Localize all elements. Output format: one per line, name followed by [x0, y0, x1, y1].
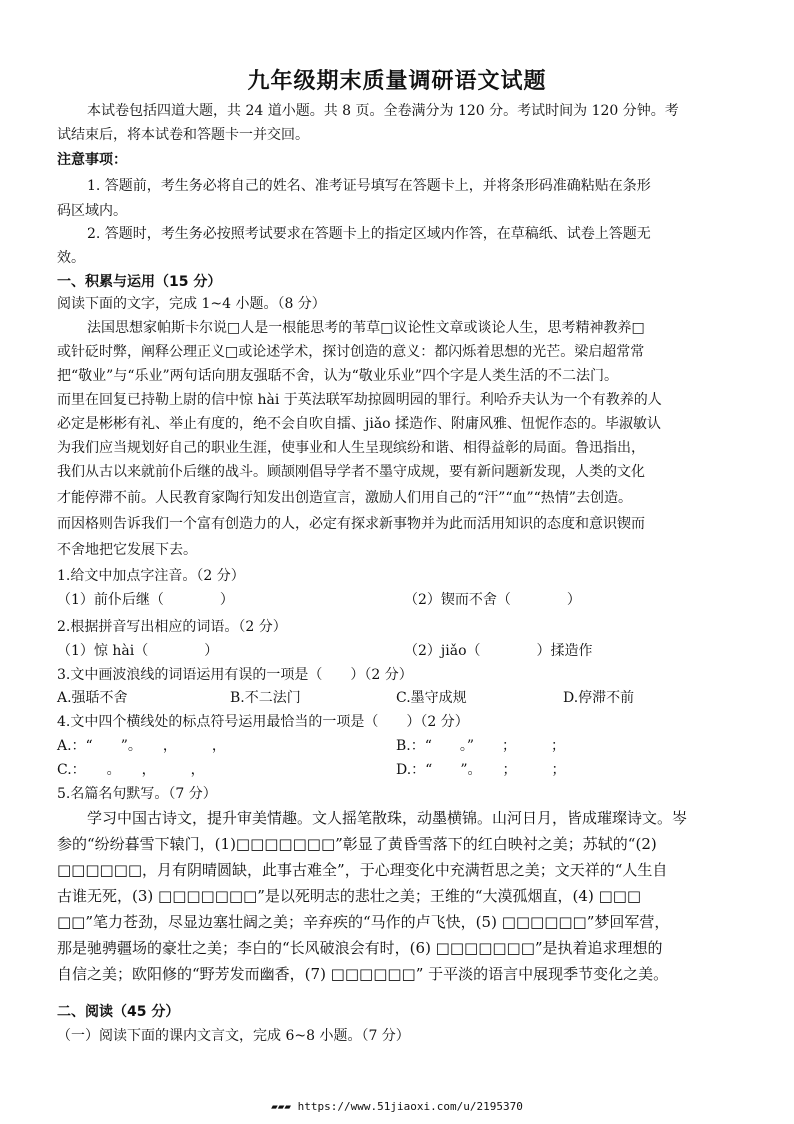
intro-line: 试结束后，将本试卷和答题卡一并交回。: [57, 127, 309, 143]
subsection-instruction: （一）阅读下面的课内文言文，完成 6~8 小题。（7 分）: [57, 1028, 410, 1044]
passage-line: 为我们应当规划好自己的职业生涯，使事业和人生呈现缤纷和谐、相得益彰的局面。鲁迅指出，: [57, 440, 645, 456]
option-a: A.强聒不舍: [57, 690, 128, 706]
passage-line: 把“敬业”与“乐业”两句话向朋友强聒不舍，认为“敬业乐业”四个字是人类生活的不二法门。: [57, 368, 618, 384]
passage-line: 法国思想家帕斯卡尔说□人是一根能思考的苇草□议论性文章或谈论人生，思考精神教养□: [87, 320, 645, 336]
notice-item: 1. 答题前，考生务必将自己的姓名、准考证号填写在答题卡上，并将条形码准确粘贴在条形: [87, 178, 651, 194]
reading-instruction: 阅读下面的文字，完成 1~4 小题。（8 分）: [57, 296, 326, 312]
q1-part-b: （2）锲而不舍（ ）: [404, 592, 581, 608]
poem-line: □□□□□□，月有阴晴圆缺，此事古难全”，于心理变化中充满哲思之美；文天祥的“人生自: [57, 861, 668, 879]
passage-line: 我们从古以来就前仆后继的战斗。顾颉刚倡导学者不墨守成规，要有新问题新发现，人类的文化: [57, 464, 645, 480]
passage-line: 必定是彬彬有礼、举止有度的，绝不会自吹自擂、jiǎo 揉造作、附庸风雅、忸怩作态的。毕淑敏认: [57, 416, 662, 432]
passage-line: 而里在回复已持勒上尉的信中惊 hài 于英法联军劫掠圆明园的罪行。利哈乔夫认为一个有教养的人: [57, 392, 662, 408]
question-stem: 3.文中画波浪线的词语运用有误的一项是（ ）（2 分）: [57, 667, 413, 683]
section-heading: 二、阅读（45 分）: [57, 1004, 180, 1020]
passage-line: 或针砭时弊，阐释公理正义□或论述学术，探讨创造的意义：都闪烁着思想的光芒。梁启超常常: [57, 344, 645, 360]
option-d: D.：“ ”。 ； ；: [396, 762, 566, 778]
poem-line: □□”笔力苍劲，尽显边塞壮阔之美；辛弃疾的“马作的卢飞快，(5) □□□□□□”梦回军营，: [57, 913, 670, 931]
section-heading: 一、积累与运用（15 分）: [57, 274, 222, 290]
notice-item: 效。: [57, 250, 85, 266]
option-b: B.：“ 。” ； ；: [396, 738, 566, 754]
poem-line: 参的“纷纷暮雪下辕门，(1)□□□□□□□”彰显了黄昏雪落下的红白映衬之美；苏轼的“(2): [57, 835, 657, 853]
poem-line: 那是驰骋疆场的豪壮之美；李白的“长风破浪会有时，(6) □□□□□□□”是执着追求理想的: [57, 939, 663, 957]
poem-line: 古谁无死，(3) □□□□□□□”是以死明志的悲壮之美；王维的“大漠孤烟直，(4) □□□: [57, 887, 642, 905]
question-stem: 1.给文中加点字注音。（2 分）: [57, 568, 245, 584]
option-c: C.： 。 ， ，: [57, 762, 205, 778]
option-c: C.墨守成规: [396, 690, 467, 706]
notice-heading: 注意事项：: [57, 152, 127, 168]
poem-line: 学习中国古诗文，提升审美情趣。文人摇笔散珠，动墨横锦。山河日月，皆成璀璨诗文。岑: [87, 809, 688, 827]
page-title: 九年级期末质量调研语文试题: [247, 68, 547, 94]
passage-line: 不舍地把它发展下去。: [57, 542, 197, 558]
notice-item: 2. 答题时，考生务必按照考试要求在答题卡上的指定区域内作答，在草稿纸、试卷上答题无: [87, 226, 651, 242]
option-b: B.不二法门: [230, 690, 301, 706]
option-a: A.：“ ”。 ， ，: [57, 738, 226, 754]
option-d: D.停滞不前: [563, 690, 635, 706]
q1-part-a: （1）前仆后继（ ）: [57, 592, 234, 608]
footer-url: ▰▰▰ https://www.51jiaoxi.com/u/2195370: [271, 1100, 523, 1113]
q2-part-a: （1）惊 hài（ ）: [57, 643, 219, 659]
q2-part-b: （2）jiǎo（ ）揉造作: [404, 643, 593, 659]
passage-line: 才能停滞不前。人民教育家陶行知发出创造宣言，激励人们用自己的“汗”“血”“热情”去创造。: [57, 490, 632, 506]
passage-line: 而因格则告诉我们一个富有创造力的人，必定有探求新事物并为此而活用知识的态度和意识锲而: [57, 516, 645, 532]
notice-item: 码区域内。: [57, 203, 127, 219]
question-stem: 5.名篇名句默写。（7 分）: [57, 786, 217, 802]
question-stem: 4.文中四个横线处的标点符号运用最恰当的一项是（ ）（2 分）: [57, 714, 469, 730]
poem-line: 自信之美；欧阳修的“野芳发而幽香，(7) □□□□□□” 于平淡的语言中展现季节变化之美。: [57, 965, 669, 983]
intro-line: 本试卷包括四道大题，共 24 道小题。共 8 页。全卷满分为 120 分。考试时间为 120 分钟。考: [87, 103, 679, 119]
question-stem: 2.根据拼音写出相应的词语。（2 分）: [57, 619, 287, 635]
